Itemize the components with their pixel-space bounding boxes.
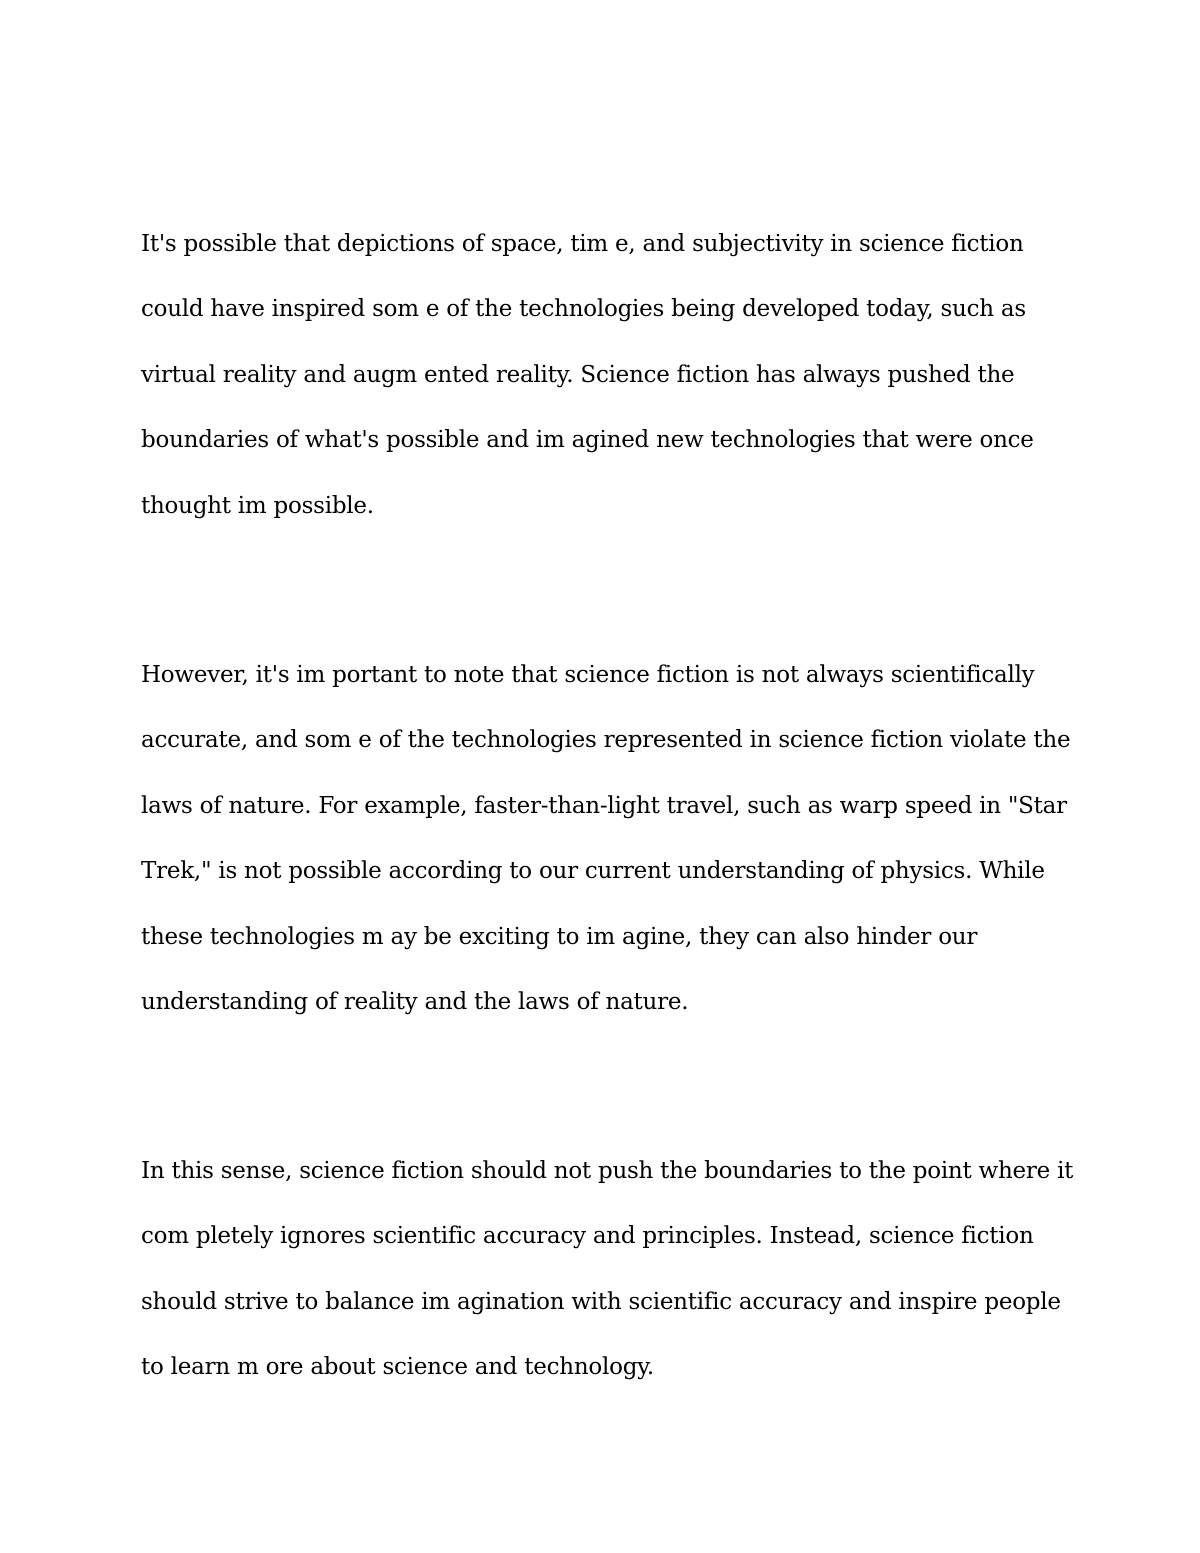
text-line: could have inspired som e of the technologies being developed today, such as (141, 296, 1026, 323)
text-line: should strive to balance im agination with scientific accuracy and inspire people (141, 1288, 1061, 1315)
text-line: boundaries of what's possible and im agined new technologies that were once (141, 427, 1034, 454)
text-line: However, it's im portant to note that science fiction is not always scientifically (141, 662, 1035, 688)
text-line: virtual reality and augm ented reality. Science fiction has always pushed the (141, 361, 1015, 388)
text-line: It's possible that depictions of space, tim e, and subjectivity in science fiction (141, 231, 1024, 257)
text-line: Trek," is not possible according to our current understanding of physics. While (141, 858, 1045, 885)
text-line: understanding of reality and the laws of nature. (141, 988, 689, 1015)
paragraph-3 (141, 1158, 1074, 1421)
text-line: accurate, and som e of the technologies represented in science fiction violate the (141, 727, 1071, 754)
paragraph-2 (141, 663, 1071, 1055)
text-line: In this sense, science fiction should not push the boundaries to the point where it (141, 1158, 1074, 1184)
text-line: laws of nature. For example, faster-than-light travel, such as warp speed in "Star (141, 792, 1067, 819)
text-line: thought im possible. (141, 492, 374, 519)
text-line: to learn m ore about science and technology. (141, 1354, 654, 1381)
text-line: these technologies m ay be exciting to im agine, they can also hinder our (141, 923, 978, 950)
text-line: com pletely ignores scientific accuracy and principles. Instead, science fiction (141, 1223, 1034, 1250)
paragraph-1 (141, 232, 1071, 559)
